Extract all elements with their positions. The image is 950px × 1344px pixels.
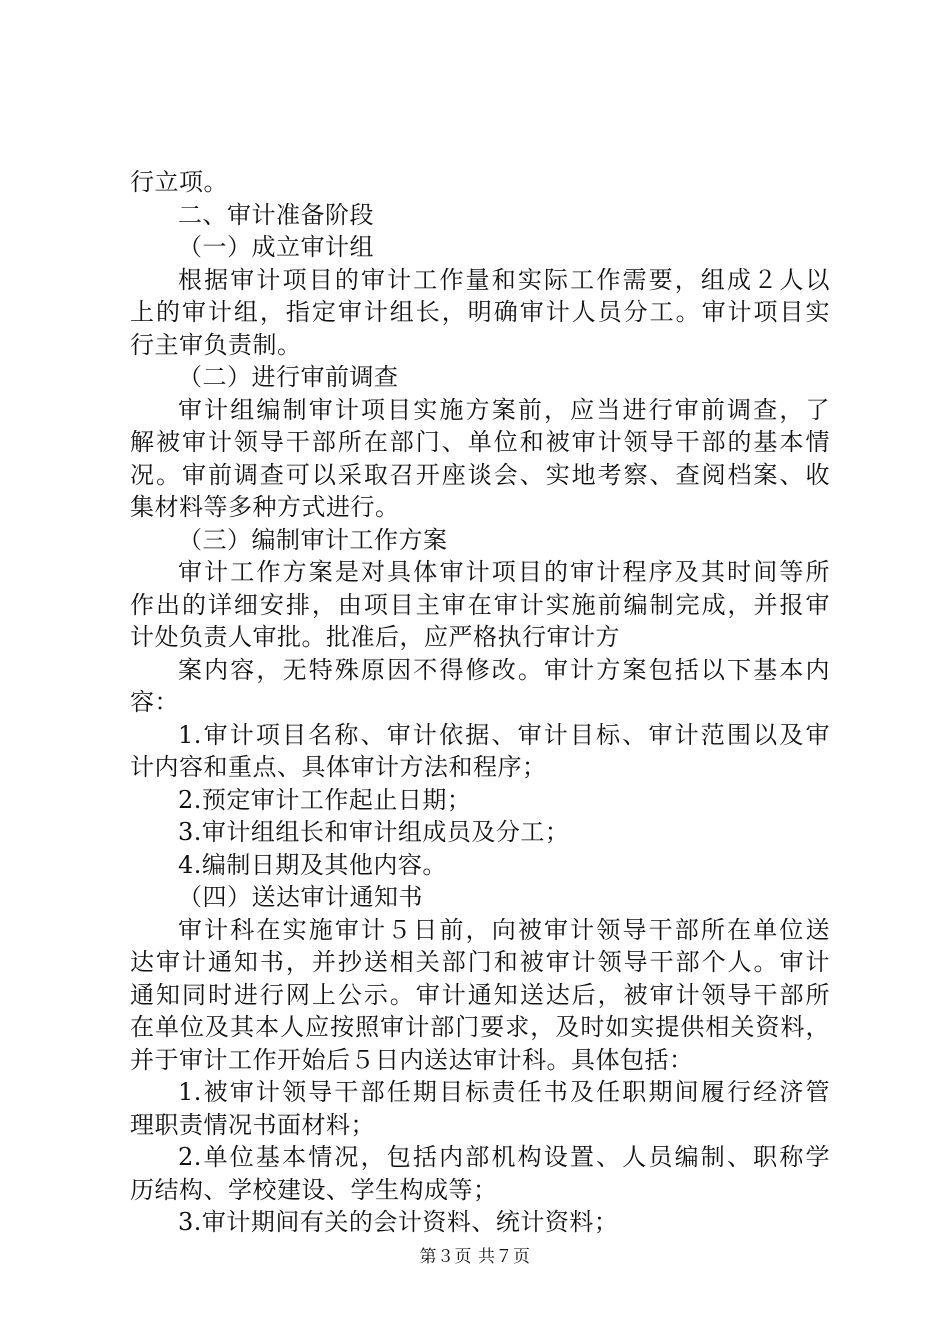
text-line: 计内容和重点、具体审计方法和程序； (130, 753, 547, 781)
text-line: （三）编制审计工作方案 (178, 525, 448, 554)
document-body (130, 166, 830, 1239)
text-line: 况。审前调查可以采取召开座谈会、实地考察、查阅档案、收 (130, 460, 830, 489)
text-line: （二）进行审前调查 (178, 363, 399, 391)
text-line: 计处负责人审批。批准后，应严格执行审计方 (130, 623, 620, 651)
text-line: 4.编制日期及其他内容。 (178, 850, 447, 879)
text-line: 并于审计工作开始后５日内送达审计科。具体包括： (130, 1045, 694, 1074)
page-footer: 第３页 共７页 (419, 1247, 531, 1267)
text-line: 容： (130, 688, 179, 716)
text-line: 作出的详细安排，由项目主审在审计实施前编制完成，并报审 (130, 590, 830, 619)
text-line: 理职责情况书面材料； (130, 1110, 375, 1139)
text-line: 审计科在实施审计５日前，向被审计领导干部所在单位送 (178, 915, 830, 944)
text-line: 2.单位基本情况，包括内部机构设置、人员编制、职称学 (178, 1143, 830, 1171)
text-line: 1.被审计领导干部任期目标责任书及任职期间履行经济管 (178, 1078, 830, 1106)
text-line: （四）送达审计通知书 (178, 883, 423, 911)
text-line: 在单位及其本人应按照审计部门要求，及时如实提供相关资料， (130, 1013, 830, 1041)
text-line: 案内容，无特殊原因不得修改。审计方案包括以下基本内 (178, 655, 830, 684)
text-line: （一）成立审计组 (178, 233, 374, 261)
text-line: 审计工作方案是对具体审计项目的审计程序及其时间等所 (178, 558, 830, 586)
text-line: 解被审计领导干部所在部门、单位和被审计领导干部的基本情 (130, 428, 830, 456)
text-line: 根据审计项目的审计工作量和实际工作需要，组成２人以 (178, 265, 830, 294)
text-line: 审计组编制审计项目实施方案前，应当进行审前调查，了 (178, 395, 830, 424)
text-line: 通知同时进行网上公示。审计通知送达后，被审计领导干部所 (130, 980, 830, 1009)
text-line: 3.审计期间有关的会计资料、统计资料； (178, 1208, 619, 1236)
text-line: 行主审负责制。 (130, 330, 302, 359)
text-line: 2.预定审计工作起止日期； (178, 785, 472, 814)
text-line: 二、审计准备阶段 (178, 200, 374, 229)
text-line: 3.审计组组长和审计组成员及分工； (178, 818, 570, 846)
text-line: 1.审计项目名称、审计依据、审计目标、审计范围以及审 (178, 720, 830, 749)
text-line: 集材料等多种方式进行。 (130, 493, 400, 521)
text-line: 上的审计组，指定审计组长，明确审计人员分工。审计项目实 (130, 298, 830, 326)
text-line: 历结构、学校建设、学生构成等； (130, 1175, 498, 1204)
text-line: 达审计通知书，并抄送相关部门和被审计领导干部个人。审计 (130, 948, 830, 976)
text-line: 行立项。 (130, 168, 228, 196)
